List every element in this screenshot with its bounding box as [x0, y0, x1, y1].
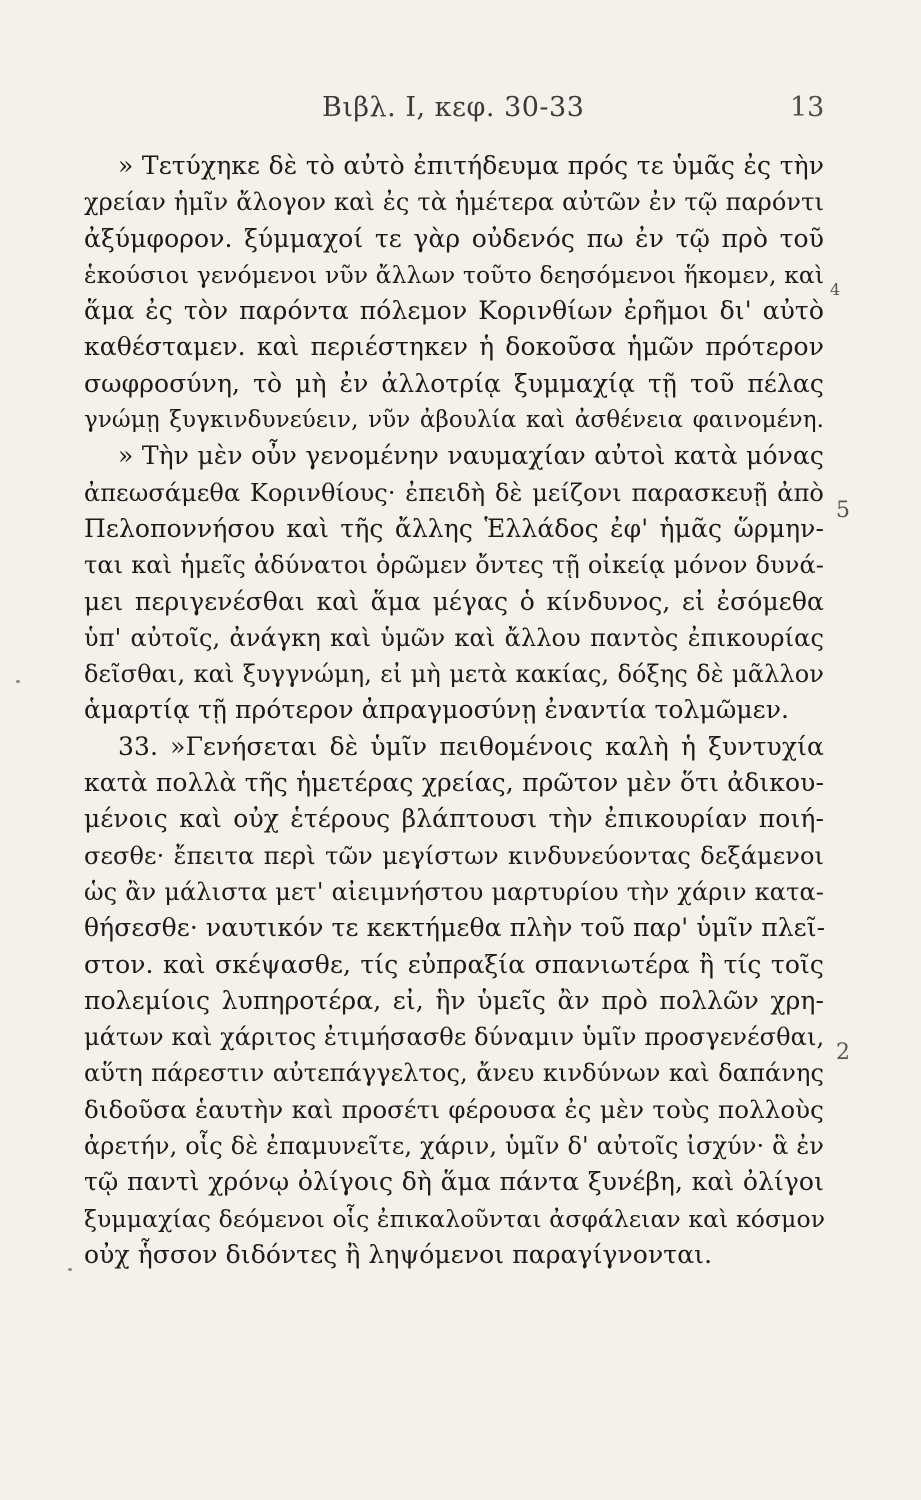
text-line: ἀξύμφορον. ξύμμαχοί τε γὰρ οὐδενός πω ἐν τῷ πρὸ τοῦ	[84, 223, 824, 253]
margin-section-number: 2	[836, 1040, 850, 1065]
margin-section-number: 5	[836, 498, 850, 523]
text-line: μει περιγενέσθαι καὶ ἅμα μέγας ὁ κίνδυνος, εἰ ἐσόμεθα	[84, 586, 824, 616]
text-line: ξυμμαχίας δεόμενοι οἷς ἐπικαλοῦνται ἀσφάλειαν καὶ κόσμον	[84, 1204, 826, 1233]
text-line: μένοις καὶ οὐχ ἑτέρους βλάπτουσι τὴν ἐπικουρίαν ποιή-	[84, 804, 824, 834]
text-line: ὑπ' αὐτοῖς, ἀνάγκη καὶ ὑμῶν καὶ ἄλλου παντὸς ἐπικουρίας	[84, 623, 824, 652]
text-line: ἀρετήν, οἷς δὲ ἐπαμυνεῖτε, χάριν, ὑμῖν δ' αὐτοῖς ἰσχύν· ἃ ἐν	[84, 1132, 824, 1161]
text-line: κατὰ πολλὰ τῆς ἡμετέρας χρείας, πρῶτον μὲν ὅτι ἀδικου-	[84, 768, 824, 798]
text-line: αὕτη πάρεστιν αὐτεπάγγελτος, ἄνευ κινδύνων καὶ δαπάνης	[84, 1059, 824, 1088]
text-line: ὡς ἂν μάλιστα μετ' αἰειμνήστου μαρτυρίου τὴν χάριν κατα-	[84, 877, 824, 906]
text-line: στον. καὶ σκέψασθε, τίς εὐπραξία σπανιωτέρα ἢ τίς τοῖς	[84, 949, 824, 979]
chapter-start-line: 33. »Γενήσεται δὲ ὑμῖν πειθομένοις καλὴ ἡ ξυντυχία	[118, 731, 824, 761]
text-line: πολεμίοις λυπηροτέρα, εἰ, ἣν ὑμεῖς ἂν πρὸ πολλῶν χρη-	[84, 985, 824, 1015]
text-line: » Τὴν μὲν οὖν γενομένην ναυμαχίαν αὐτοὶ κατὰ μόνας	[118, 441, 824, 471]
paper-speck	[68, 1268, 72, 1271]
text-line: ἑκούσιοι γενόμενοι νῦν ἄλλων τοῦτο δεησόμενοι ἥκομεν, καὶ	[84, 260, 825, 289]
text-line: σεσθε· ἔπειτα περὶ τῶν μεγίστων κινδυνεύοντας δεξάμενοι	[84, 841, 824, 870]
text-line: ἁμαρτίᾳ τῇ πρότερον ἀπραγμοσύνῃ ἐναντία τολμῶμεν.	[84, 695, 790, 725]
text-line: οὐχ ἧσσον διδόντες ἢ ληψόμενοι παραγίγνονται.	[84, 1239, 713, 1269]
paper-speck	[16, 680, 20, 683]
text-line: μάτων καὶ χάριτος ἐτιμήσασθε δύναμιν ὑμῖν προσγενέσθαι,	[84, 1023, 825, 1052]
text-line: ται καὶ ἡμεῖς ἀδύνατοι ὁρῶμεν ὄντες τῇ οἰκείᾳ μόνον δυνά-	[84, 551, 824, 580]
text-line: σωφροσύνη, τὸ μὴ ἐν ἀλλοτρίᾳ ξυμμαχίᾳ τῇ τοῦ πέλας	[84, 368, 824, 398]
running-head	[0, 92, 921, 132]
page-number: 13	[790, 92, 825, 123]
text-line: ἀπεωσάμεθα Κορινθίους· ἐπειδὴ δὲ μείζονι παρασκευῇ ἀπὸ	[84, 478, 824, 507]
text-line: χρείαν ἡμῖν ἄλογον καὶ ἐς τὰ ἡμέτερα αὐτῶν ἐν τῷ παρόντι	[84, 188, 824, 217]
text-line: ἅμα ἐς τὸν παρόντα πόλεμον Κορινθίων ἐρῆμοι δι' αὐτὸ	[84, 296, 824, 326]
text-line: Πελοποννήσου καὶ τῆς ἄλλης Ἑλλάδος ἐφ' ἡμᾶς ὥρμην-	[84, 513, 824, 543]
running-head-title: Βιβλ. Ι, κεφ. 30-33	[322, 92, 585, 123]
text-line: καθέσταμεν. καὶ περιέστηκεν ἡ δοκοῦσα ἡμῶν πρότερον	[84, 332, 824, 362]
text-line: » Τετύχηκε δὲ τὸ αὐτὸ ἐπιτήδευμα πρός τε ὑμᾶς ἐς τὴν	[118, 151, 824, 180]
text-line: θήσεσθε· ναυτικόν τε κεκτήμεθα πλὴν τοῦ παρ' ὑμῖν πλεῖ-	[84, 913, 826, 943]
text-line: γνώμῃ ξυγκινδυνεύειν, νῦν ἀβουλία καὶ ἀσθένεια φαινομένη.	[84, 407, 824, 434]
text-line: τῷ παντὶ χρόνῳ ὀλίγοις δὴ ἅμα πάντα ξυνέβη, καὶ ὀλίγοι	[84, 1167, 824, 1197]
text-line: δεῖσθαι, καὶ ξυγγνώμη, εἰ μὴ μετὰ κακίας, δόξης δὲ μᾶλλον	[84, 660, 824, 689]
text-line: διδοῦσα ἑαυτὴν καὶ προσέτι φέρουσα ἐς μὲν τοὺς πολλοὺς	[84, 1094, 824, 1124]
margin-section-number: 4	[830, 280, 841, 299]
body-text	[84, 148, 824, 1273]
